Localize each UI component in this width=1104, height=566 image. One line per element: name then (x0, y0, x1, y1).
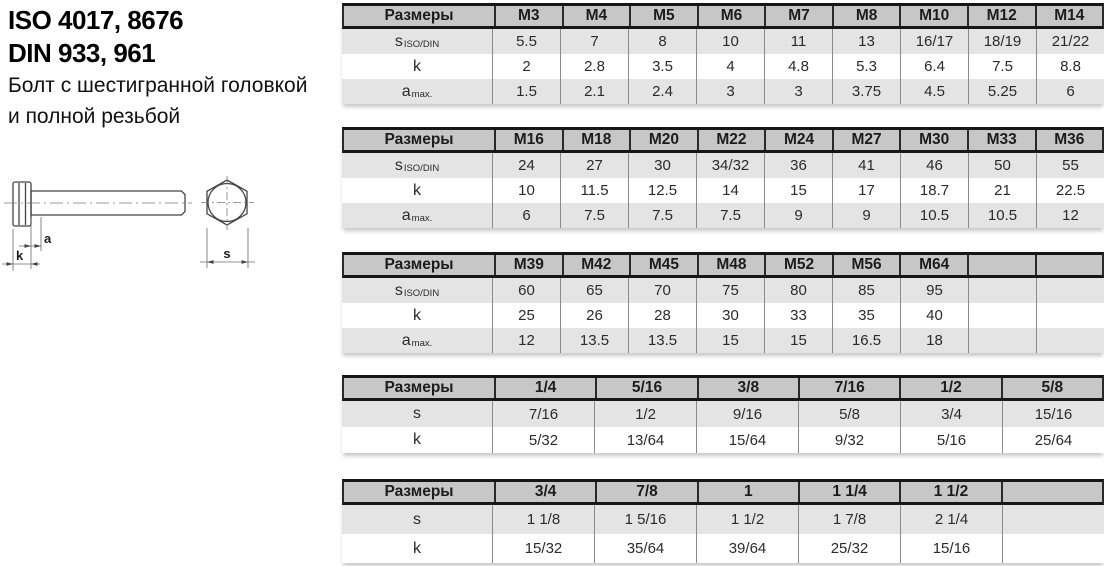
bolt-head-end-view (201, 176, 254, 230)
value-cell: 24 (492, 153, 560, 178)
value-cell (1036, 303, 1104, 328)
column-header: 5/8 (1001, 378, 1102, 398)
value-cell: 16.5 (832, 328, 900, 353)
dimension-a-label: a (44, 231, 52, 246)
value-cell: 5/8 (798, 401, 900, 427)
column-header: M6 (697, 6, 765, 26)
value-cell: 16/17 (900, 29, 968, 54)
value-cell: 13.5 (560, 328, 628, 353)
value-cell: 36 (764, 153, 832, 178)
value-cell: 9 (832, 203, 900, 228)
iso-standard-title: ISO 4017, 8676 (8, 5, 184, 35)
row-label: k (413, 431, 421, 448)
row-label: s $_{ISO/DIN}$ (394, 281, 440, 299)
value-cell: 55 (1036, 153, 1104, 178)
value-cell: 21 (968, 178, 1036, 203)
column-header: M12 (967, 6, 1035, 26)
value-cell: 41 (832, 153, 900, 178)
value-cell: 7/16 (492, 401, 594, 427)
value-cell (968, 278, 1036, 303)
value-cell: 3.5 (628, 54, 696, 79)
value-cell: 10.5 (900, 203, 968, 228)
column-header: M33 (967, 130, 1035, 150)
value-cell: 7.5 (696, 203, 764, 228)
column-header: 3/4 (494, 482, 595, 502)
value-cell: 13 (832, 29, 900, 54)
column-header: M4 (562, 6, 630, 26)
product-description-line2: и полной резьбой (8, 105, 181, 128)
value-cell: 35 (832, 303, 900, 328)
value-cell: 6 (492, 203, 560, 228)
dimension-s-label: s (223, 246, 231, 261)
value-cell: 30 (628, 153, 696, 178)
row-label: k (413, 57, 421, 75)
table-header-row (342, 375, 1104, 401)
value-cell: 25/64 (1002, 427, 1104, 453)
value-cell: 15 (764, 328, 832, 353)
value-cell: 7.5 (628, 203, 696, 228)
column-header: 1/4 (494, 378, 595, 398)
column-header: M3 (494, 6, 562, 26)
dimension-k-label: k (16, 248, 24, 263)
value-cell: 10 (696, 29, 764, 54)
table-header-row (342, 127, 1104, 153)
row-label: s $_{ISO/DIN}$ (394, 156, 440, 174)
value-cell: 15/16 (1002, 401, 1104, 427)
value-cell: 25/32 (798, 534, 900, 563)
table-row (342, 303, 1104, 328)
value-cell: 39/64 (696, 534, 798, 563)
column-header: M64 (899, 255, 967, 275)
bolt-technical-drawing (0, 150, 290, 290)
size-column-header: Размеры (384, 131, 454, 148)
value-cell: 75 (696, 278, 764, 303)
value-cell: 50 (968, 153, 1036, 178)
table-header-row (342, 252, 1104, 278)
value-cell: 1/2 (594, 401, 696, 427)
title-block (8, 4, 307, 132)
value-cell: 5/32 (492, 427, 594, 453)
value-cell: 9/16 (696, 401, 798, 427)
value-cell: 9/32 (798, 427, 900, 453)
size-column-header: Размеры (384, 483, 454, 500)
column-header: M36 (1035, 130, 1103, 150)
value-cell: 5.25 (968, 79, 1036, 104)
value-cell: 1 7/8 (798, 505, 900, 534)
table-row (342, 54, 1104, 79)
value-cell: 2.8 (560, 54, 628, 79)
dimension-a (19, 217, 52, 269)
value-cell: 2 1/4 (900, 505, 1002, 534)
value-cell: 70 (628, 278, 696, 303)
value-cell: 15 (696, 328, 764, 353)
value-cell: 30 (696, 303, 764, 328)
value-cell (968, 328, 1036, 353)
value-cell (1036, 278, 1104, 303)
value-cell: 1.5 (492, 79, 560, 104)
table-row (342, 328, 1104, 353)
row-label: k (413, 306, 421, 324)
column-header: M10 (899, 6, 967, 26)
value-cell: 1 1/8 (492, 505, 594, 534)
row-label: a $_{max.}$ (401, 206, 433, 224)
value-cell (1036, 328, 1104, 353)
value-cell (1002, 505, 1104, 534)
value-cell: 3 (764, 79, 832, 104)
column-header: M7 (764, 6, 832, 26)
dimension-k (2, 229, 40, 271)
inch-table-threequarter-to-oneandhalf (342, 479, 1104, 563)
value-cell: 13/64 (594, 427, 696, 453)
row-label: s $_{ISO/DIN}$ (394, 32, 440, 50)
value-cell: 21/22 (1036, 29, 1104, 54)
value-cell: 13.5 (628, 328, 696, 353)
value-cell: 9 (764, 203, 832, 228)
row-label: s (413, 510, 421, 528)
value-cell: 6 (1036, 79, 1104, 104)
value-cell: 28 (628, 303, 696, 328)
metric-table-m16-m36 (342, 127, 1104, 228)
value-cell: 17 (832, 178, 900, 203)
size-column-header: Размеры (384, 379, 454, 396)
table-row (342, 203, 1104, 228)
column-header: M52 (764, 255, 832, 275)
column-header: 1/2 (899, 378, 1000, 398)
column-header: 7/16 (798, 378, 899, 398)
bolt-side-view (4, 182, 192, 226)
value-cell: 80 (764, 278, 832, 303)
table-row (342, 278, 1104, 303)
value-cell: 7 (560, 29, 628, 54)
value-cell: 2.4 (628, 79, 696, 104)
size-column-header: Размеры (384, 7, 454, 24)
inch-table-quarter-to-fiveeighths (342, 375, 1104, 453)
column-header: M22 (697, 130, 765, 150)
value-cell: 25 (492, 303, 560, 328)
value-cell: 8 (628, 29, 696, 54)
value-cell: 1 5/16 (594, 505, 696, 534)
value-cell: 4.5 (900, 79, 968, 104)
value-cell: 12 (1036, 203, 1104, 228)
value-cell: 5.3 (832, 54, 900, 79)
value-cell: 22.5 (1036, 178, 1104, 203)
row-label: a $_{max.}$ (401, 331, 433, 349)
column-header: M5 (629, 6, 697, 26)
value-cell (968, 303, 1036, 328)
value-cell: 12.5 (628, 178, 696, 203)
value-cell: 3.75 (832, 79, 900, 104)
column-header: 7/8 (595, 482, 696, 502)
value-cell: 11.5 (560, 178, 628, 203)
value-cell: 34/32 (696, 153, 764, 178)
din-standard-title: DIN 933, 961 (8, 38, 156, 68)
value-cell: 18.7 (900, 178, 968, 203)
row-label: a $_{max.}$ (401, 82, 433, 100)
metric-table-m39-m64 (342, 252, 1104, 353)
column-header: M20 (629, 130, 697, 150)
value-cell: 7.5 (968, 54, 1036, 79)
value-cell: 10.5 (968, 203, 1036, 228)
value-cell: 18 (900, 328, 968, 353)
column-header: M18 (562, 130, 630, 150)
value-cell: 35/64 (594, 534, 696, 563)
value-cell: 18/19 (968, 29, 1036, 54)
value-cell: 3/4 (900, 401, 1002, 427)
column-header: M42 (562, 255, 630, 275)
table-row (342, 505, 1104, 534)
column-header: M24 (764, 130, 832, 150)
value-cell: 15/64 (696, 427, 798, 453)
value-cell: 11 (764, 29, 832, 54)
value-cell: 85 (832, 278, 900, 303)
value-cell: 27 (560, 153, 628, 178)
value-cell: 4.8 (764, 54, 832, 79)
value-cell: 2 (492, 54, 560, 79)
value-cell (1002, 534, 1104, 563)
table-row (342, 153, 1104, 178)
value-cell: 15 (764, 178, 832, 203)
column-header: M39 (494, 255, 562, 275)
size-column-header: Размеры (384, 256, 454, 273)
value-cell: 10 (492, 178, 560, 203)
value-cell: 14 (696, 178, 764, 203)
dimension-s (200, 228, 255, 268)
product-description-line1: Болт с шестигранной головкой (8, 74, 308, 97)
value-cell: 7.5 (560, 203, 628, 228)
table-header-row (342, 3, 1104, 29)
column-header: M14 (1035, 6, 1103, 26)
table-row (342, 79, 1104, 104)
value-cell: 95 (900, 278, 968, 303)
column-header: M8 (832, 6, 900, 26)
bolt-drawing-svg (0, 150, 290, 290)
row-label: k (413, 539, 421, 557)
value-cell: 5/16 (900, 427, 1002, 453)
table-row (342, 427, 1104, 453)
value-cell: 5.5 (492, 29, 560, 54)
column-header: M30 (899, 130, 967, 150)
table-row (342, 534, 1104, 563)
value-cell: 46 (900, 153, 968, 178)
column-header: M45 (629, 255, 697, 275)
column-header: 1 1/4 (798, 482, 899, 502)
column-header (1001, 482, 1102, 502)
column-header: 1 (697, 482, 798, 502)
value-cell: 3 (696, 79, 764, 104)
column-header: M48 (697, 255, 765, 275)
value-cell: 15/32 (492, 534, 594, 563)
value-cell: 2.1 (560, 79, 628, 104)
column-header: 1 1/2 (899, 482, 1000, 502)
value-cell: 15/16 (900, 534, 1002, 563)
column-header (967, 255, 1035, 275)
column-header: M56 (832, 255, 900, 275)
value-cell: 33 (764, 303, 832, 328)
metric-table-m3-m14 (342, 3, 1104, 104)
value-cell: 26 (560, 303, 628, 328)
table-row (342, 401, 1104, 427)
column-header: 3/8 (697, 378, 798, 398)
column-header: M16 (494, 130, 562, 150)
table-header-row (342, 479, 1104, 505)
table-row (342, 178, 1104, 203)
row-label: k (413, 181, 421, 199)
row-label: s (413, 405, 421, 422)
table-row (342, 29, 1104, 54)
value-cell: 6.4 (900, 54, 968, 79)
value-cell: 60 (492, 278, 560, 303)
value-cell: 4 (696, 54, 764, 79)
value-cell: 1 1/2 (696, 505, 798, 534)
value-cell: 12 (492, 328, 560, 353)
value-cell: 65 (560, 278, 628, 303)
column-header (1035, 255, 1103, 275)
value-cell: 8.8 (1036, 54, 1104, 79)
column-header: 5/16 (595, 378, 696, 398)
value-cell: 40 (900, 303, 968, 328)
column-header: M27 (832, 130, 900, 150)
